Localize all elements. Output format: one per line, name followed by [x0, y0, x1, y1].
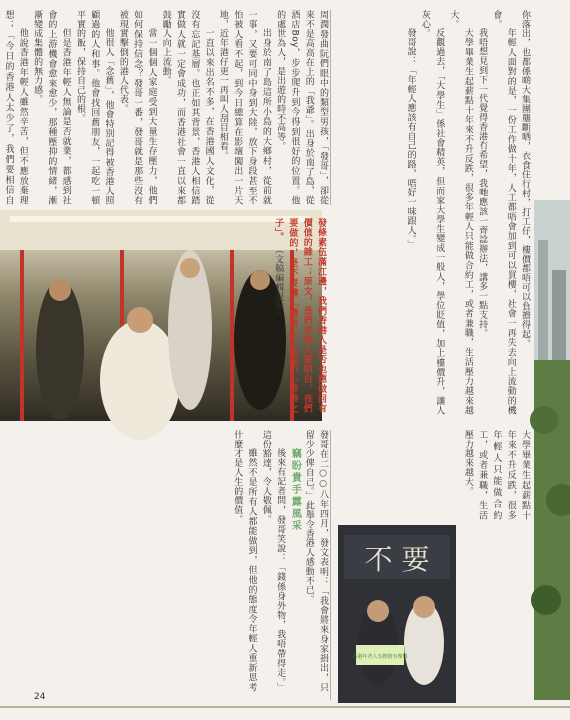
column-divider — [330, 430, 331, 700]
city-landscape-illustration — [534, 200, 570, 700]
article-paragraph: 發哥說：「年輕人應該有自己的路，唔好一味跟人。」 — [405, 28, 416, 250]
article-column-block-top-right — [336, 10, 532, 415]
article-paragraph: 雖然不是所有人都能做到，但他的態度令年輕人重新思考什麼才是人生的價值。 — [232, 430, 257, 692]
article-column-block-top-left — [3, 10, 330, 205]
column-divider — [330, 10, 331, 205]
article-paragraph: 你落出，也都係啲大集團壟斷晒，衣食住行村，打工仔，樓價都唔可以負擔得起。 — [520, 10, 530, 349]
photo-caption-block — [268, 218, 328, 413]
article-paragraph: 後來有記者問，發哥笑說：「錢係身外物，我唔帶得走。」這份豁達，令人敬佩。 — [260, 430, 286, 692]
protest-photo — [338, 525, 456, 703]
article-column-block-bottom-right — [336, 430, 532, 520]
article-paragraph: 大學畢業生起薪點十年來不升反跌，很多年輕人只能做合約工，或者兼職，生活壓力越來越大。 — [462, 430, 530, 520]
article-paragraph: 但是香港年輕人無論是否就業，都感到社會的上游機會愈來愈少，那種壓抑的情緒，漸漸變成集體的無力感。 — [32, 10, 71, 205]
city-landscape-photo — [534, 200, 570, 700]
article-paragraph: 我唔想見到下一代覺得香港冇希望，我哋應該一齊諗辦法，講多一點支持。 — [477, 28, 488, 339]
photo-caption: 發條素伍滿江邊，我們香港人是否也應做回有價值的雜工；原文，是們香港人要明白，我們要做的，是不要讓「機器人」來做，「香港之子」。 — [273, 218, 326, 413]
protest-banner-text: 不 要 — [364, 543, 430, 576]
article-paragraph: 發哥在二○○八年四月，發文表明：「我會將來身家捐出，只留少少俾自己。」此舉令香港人感動不已。 — [303, 430, 328, 692]
article-paragraph: 他很人「念舊」，他會特別記得被香港人照顧過的人和事。他會找回舊朋友，一起吃一頓平實的飯，保持自己的根。 — [74, 10, 114, 205]
page-number: 24 — [34, 692, 46, 702]
bottom-rule — [0, 706, 570, 708]
protest-sign-text: 香港年青人有熱情有理想 — [352, 654, 408, 660]
article-paragraph: 周潤發曲阮們眼中的類型男孩，「發哥」，卻從來不是高高在上的「我爺」。出身於南了島，從酒店Boy，步步爬升到今得到很好的位置。他的處世為人，是出遊的時不高等。 — [275, 10, 328, 205]
article-paragraph: 反觀過去，「大學生」係社會精英，但而家大學生變成一般人，學位貶值，加上樓價升，讓人灰心。 — [419, 10, 445, 415]
article-paragraph: 他說香港年輕人雖然辛苦，但不應放棄理想；「今日的香港人太少了，我們要相信自 — [3, 10, 28, 205]
article-paragraph: 年輕人面對的是，一份工作做十年，人工都唔會加到可以買樓，社會一再失去向上流動的機會。 — [491, 10, 516, 415]
protest-illustration — [338, 525, 456, 703]
section-heading: 竊盼貴手露風采 — [289, 448, 301, 532]
article-paragraph: 一直以來出名不多，在香港國人文化，從沒有忘記基層。也正如其背景，香港人相信踏實做人就一定會成功，而香港社會一直以來都鼓勵人向上流動。 — [160, 10, 214, 205]
article-paragraph: 大學畢業生起薪點十年來不升反跌，很多年輕人只能做合約工，或者兼職，生活壓力越來越大。 — [448, 10, 473, 415]
article-paragraph: 當一個個人家庭受到大量生存壓力，他們如何保持信念？發哥一番，發哥就是那些沒有被現實擊倒的港人代表。 — [117, 10, 157, 205]
article-column-block-bottom — [12, 430, 330, 692]
article-paragraph: 出身於南了島這所小島的大鄉村，從前就一事，又要可同中身到大陸，放下身段甚至不怕被人看不起，到今日總算在影壇闖出一片天地，近年港仔更一再叫人刮目相看。 — [217, 10, 271, 205]
photo-credit: （文稿編輯提供） — [273, 244, 284, 321]
